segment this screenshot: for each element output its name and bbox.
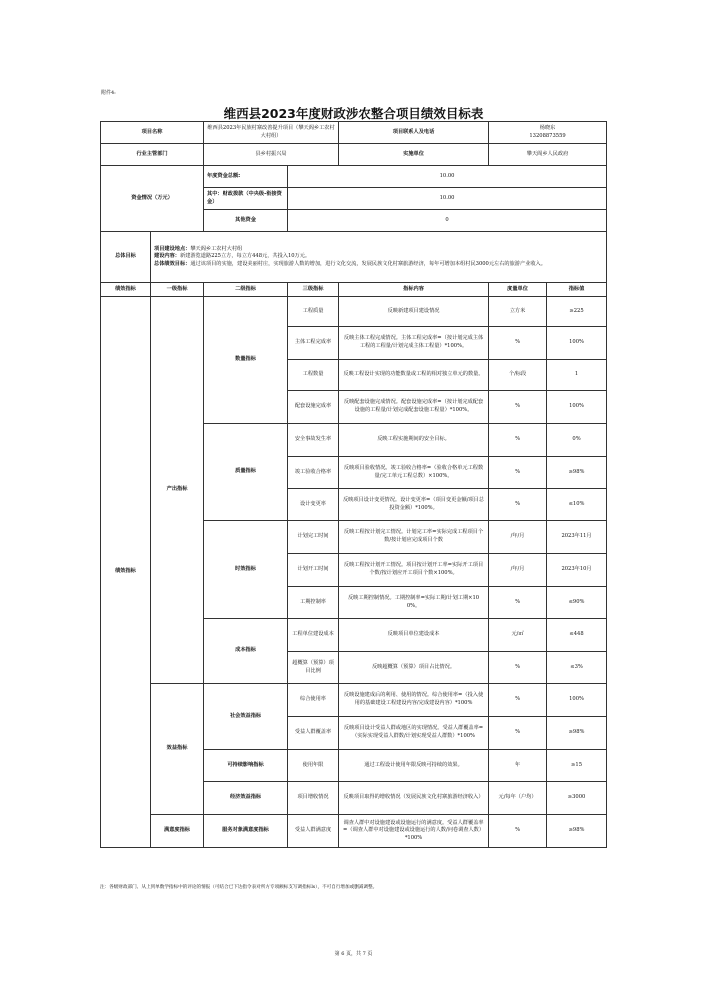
row-name: 设计变更率 <box>288 489 339 521</box>
row-content: 反映项目取得的增收情况（发展民族文化村寨旅游经济收入） <box>339 782 489 815</box>
contact-info <box>489 122 607 144</box>
row-value: 100% <box>547 327 607 360</box>
location-label: 项目建设地点： <box>154 245 191 252</box>
target: 通过该项目的实施，建设美丽村庄，实现旅游人数的增加，进行文化交流，发展民族文化村寨旅游经济，每年可增加本组村民3000元左右的旅游产业收入。 <box>190 260 546 267</box>
contact-phone: 13208873559 <box>529 132 566 139</box>
row-unit: % <box>489 424 547 457</box>
goal-label: 总体目标 <box>101 232 151 283</box>
level2-sustainable: 可持续影响指标 <box>204 750 288 782</box>
row-unit: % <box>489 815 547 848</box>
attachment-label: 附件4: <box>101 90 116 96</box>
row-value: ≥98% <box>547 457 607 489</box>
row-value: 1 <box>547 360 607 391</box>
level2-cost: 成本指标 <box>204 619 288 684</box>
row-name: 工期控制率 <box>288 587 339 619</box>
row-content: 调查人群中对设施建设或设施运行的满意度。受益人群覆盖率=（调查人群中对设施建设或设施运行的人数/问卷调查人数）*100% <box>339 815 489 848</box>
row-value: ≥3000 <box>547 782 607 815</box>
level2-service: 服务对象满意度指标 <box>204 815 288 848</box>
row-unit: % <box>489 587 547 619</box>
level2-timeliness: 时效指标 <box>204 521 288 619</box>
row-unit: /年/月 <box>489 521 547 554</box>
row-name: 竣工验收合格率 <box>288 457 339 489</box>
impl-label: 实施单位 <box>339 144 489 166</box>
goal-content <box>151 232 607 283</box>
row-unit: % <box>489 489 547 521</box>
col-header-6: 指标值 <box>547 283 607 297</box>
row-unit: 元/㎡ <box>489 619 547 652</box>
row-value: ≥225 <box>547 297 607 327</box>
row-name: 主体工程完成率 <box>288 327 339 360</box>
row-name: 综合使用率 <box>288 684 339 717</box>
location: 攀天阁乡工农村大村组 <box>190 245 243 252</box>
row-unit: % <box>489 684 547 717</box>
row-value: 2023年10月 <box>547 554 607 587</box>
funds-fiscal: 10.00 <box>288 188 607 210</box>
dept-label: 行业主管部门 <box>101 144 204 166</box>
row-unit: 个/标段 <box>489 360 547 391</box>
row-unit: 年 <box>489 750 547 782</box>
funds-total: 10.00 <box>288 166 607 188</box>
col-header-2: 二级指标 <box>204 283 288 297</box>
contact-name: 杨晓东 <box>539 124 556 131</box>
row-name: 工程质量 <box>288 297 339 327</box>
row-unit: 元/每年（户均） <box>489 782 547 815</box>
row-content: 通过工程设计使用年限反映可持续的效果。 <box>339 750 489 782</box>
col-header-5: 度量单位 <box>489 283 547 297</box>
row-name: 计划开工时间 <box>288 554 339 587</box>
row-unit: 立方米 <box>489 297 547 327</box>
section-label: 绩效指标 <box>101 297 151 848</box>
row-unit: % <box>489 327 547 360</box>
row-content: 反映主体工程完成情况。主体工程完成率=（按计划完成主体工程的工程量/计划完成主体工程量）*100%。 <box>339 327 489 360</box>
footnote: 注：各级财政部门、从上到单数学指标中的评论的情报（可结合已下达指令表对所方专项额标支写调指标ls），不可自行增加或删减调整。 <box>100 885 378 890</box>
row-content: 反映新建项目建设情况 <box>339 297 489 327</box>
dept: 县乡村振兴局 <box>204 144 339 166</box>
row-unit: % <box>489 717 547 750</box>
row-unit: /年/月 <box>489 554 547 587</box>
row-name: 受益人群覆盖率 <box>288 717 339 750</box>
project-name: 维西县2023年民族村寨改善提升项目（攀天阁乡工农村大村组） <box>204 122 339 144</box>
row-content: 反映配套设施完成情况。配套设施完成率=（按计划完成配套设施的工程量/计划完成配套设施工程量）*100%。 <box>339 391 489 424</box>
funds-other-label: 其他资金 <box>204 210 288 232</box>
row-unit: % <box>489 652 547 684</box>
row-content: 反映工期控制情况。工期控制率=实际工期/计划工期×100%。 <box>339 587 489 619</box>
project-name-label: 项目名称 <box>101 122 204 144</box>
level1-benefit: 效益指标 <box>151 684 204 815</box>
level2-quantity: 数量指标 <box>204 297 288 424</box>
row-name: 使用年限 <box>288 750 339 782</box>
page-title: 维西县2023年度财政涉农整合项目绩效目标表 <box>223 106 484 121</box>
col-header-4: 指标内容 <box>339 283 489 297</box>
col-header-1: 一级指标 <box>151 283 204 297</box>
row-name: 受益人群满意度 <box>288 815 339 848</box>
row-value: ≤448 <box>547 619 607 652</box>
row-content: 反映超概算（预算）项目占比情况。 <box>339 652 489 684</box>
contact-label: 项目联系人及电话 <box>339 122 489 144</box>
funds-fiscal-label: 其中：财政拨款（中央级-衔接资金） <box>204 188 288 210</box>
target-label: 总体绩效目标： <box>154 260 191 267</box>
level1-output: 产出指标 <box>151 297 204 684</box>
row-content: 反映工程按计划开工情况。项目按计划开工率=实际开工项目个数/按计划应开工项目个数×100%。 <box>339 554 489 587</box>
performance-table <box>100 121 607 848</box>
level2-social: 社会效益指标 <box>204 684 288 750</box>
row-value: 2023年11月 <box>547 521 607 554</box>
row-name: 安全事故发生率 <box>288 424 339 457</box>
row-content: 反映设施建成后的利用、使用的情况。综合使用率=（投入使用的基础建设工程建设内容/完成建设内容）*100% <box>339 684 489 717</box>
row-unit: % <box>489 391 547 424</box>
content-label: 建设内容： <box>154 253 180 260</box>
row-content: 反映项目设计变更情况。设计变更率=（项目变更金额/项目总投资金额）*100%。 <box>339 489 489 521</box>
col-header-3: 三级指标 <box>288 283 339 297</box>
row-unit: % <box>489 457 547 489</box>
row-value: ≥15 <box>547 750 607 782</box>
row-name: 配套设施完成率 <box>288 391 339 424</box>
row-name: 计划完工时间 <box>288 521 339 554</box>
row-content: 反映工程按计划完工情况。计划完工率=实际完成工程项目个数/按计划应完成项目个数 <box>339 521 489 554</box>
row-value: 100% <box>547 391 607 424</box>
row-name: 超概算（预算）项目比例 <box>288 652 339 684</box>
row-value: ≥98% <box>547 815 607 848</box>
row-value: ≤10% <box>547 489 607 521</box>
page-number: 第 6 页，共 7 页 <box>334 951 373 957</box>
row-value: ≤90% <box>547 587 607 619</box>
row-content: 反映项目验收情况。竣工验收合格率=（验收合格单元工程数量/完工单元工程总数）×100%。 <box>339 457 489 489</box>
funds-other: 0 <box>288 210 607 232</box>
impl-unit: 攀天阁乡人民政府 <box>489 144 607 166</box>
row-content: 反映工程实施期间的安全目标。 <box>339 424 489 457</box>
row-name: 工程数量 <box>288 360 339 391</box>
level2-quality: 质量指标 <box>204 424 288 521</box>
row-content: 反映项目单位建设成本 <box>339 619 489 652</box>
col-header-0: 绩效指标 <box>101 283 151 297</box>
content: 新建游览道路225立方，每立方448元，共投入10万元。 <box>179 253 311 260</box>
level1-satisfaction: 满意度指标 <box>151 815 204 848</box>
row-content: 反映工程设计实现的功能数量或工程的相对独立单元的数量。 <box>339 360 489 391</box>
row-value: ≥98% <box>547 717 607 750</box>
row-value: 100% <box>547 684 607 717</box>
funds-label: 资金情况（万元） <box>101 166 204 232</box>
row-name: 工程单位建设成本 <box>288 619 339 652</box>
level2-economic: 经济效益指标 <box>204 782 288 815</box>
row-name: 项目增收情况 <box>288 782 339 815</box>
row-value: ≤3% <box>547 652 607 684</box>
row-content: 反映项目设计受益人群或地区的实现情况。受益人群覆盖率=（实际实现受益人群数/计划实现受益人群数）*100% <box>339 717 489 750</box>
row-value: 0% <box>547 424 607 457</box>
funds-total-label: 年度资金总额: <box>204 166 288 188</box>
